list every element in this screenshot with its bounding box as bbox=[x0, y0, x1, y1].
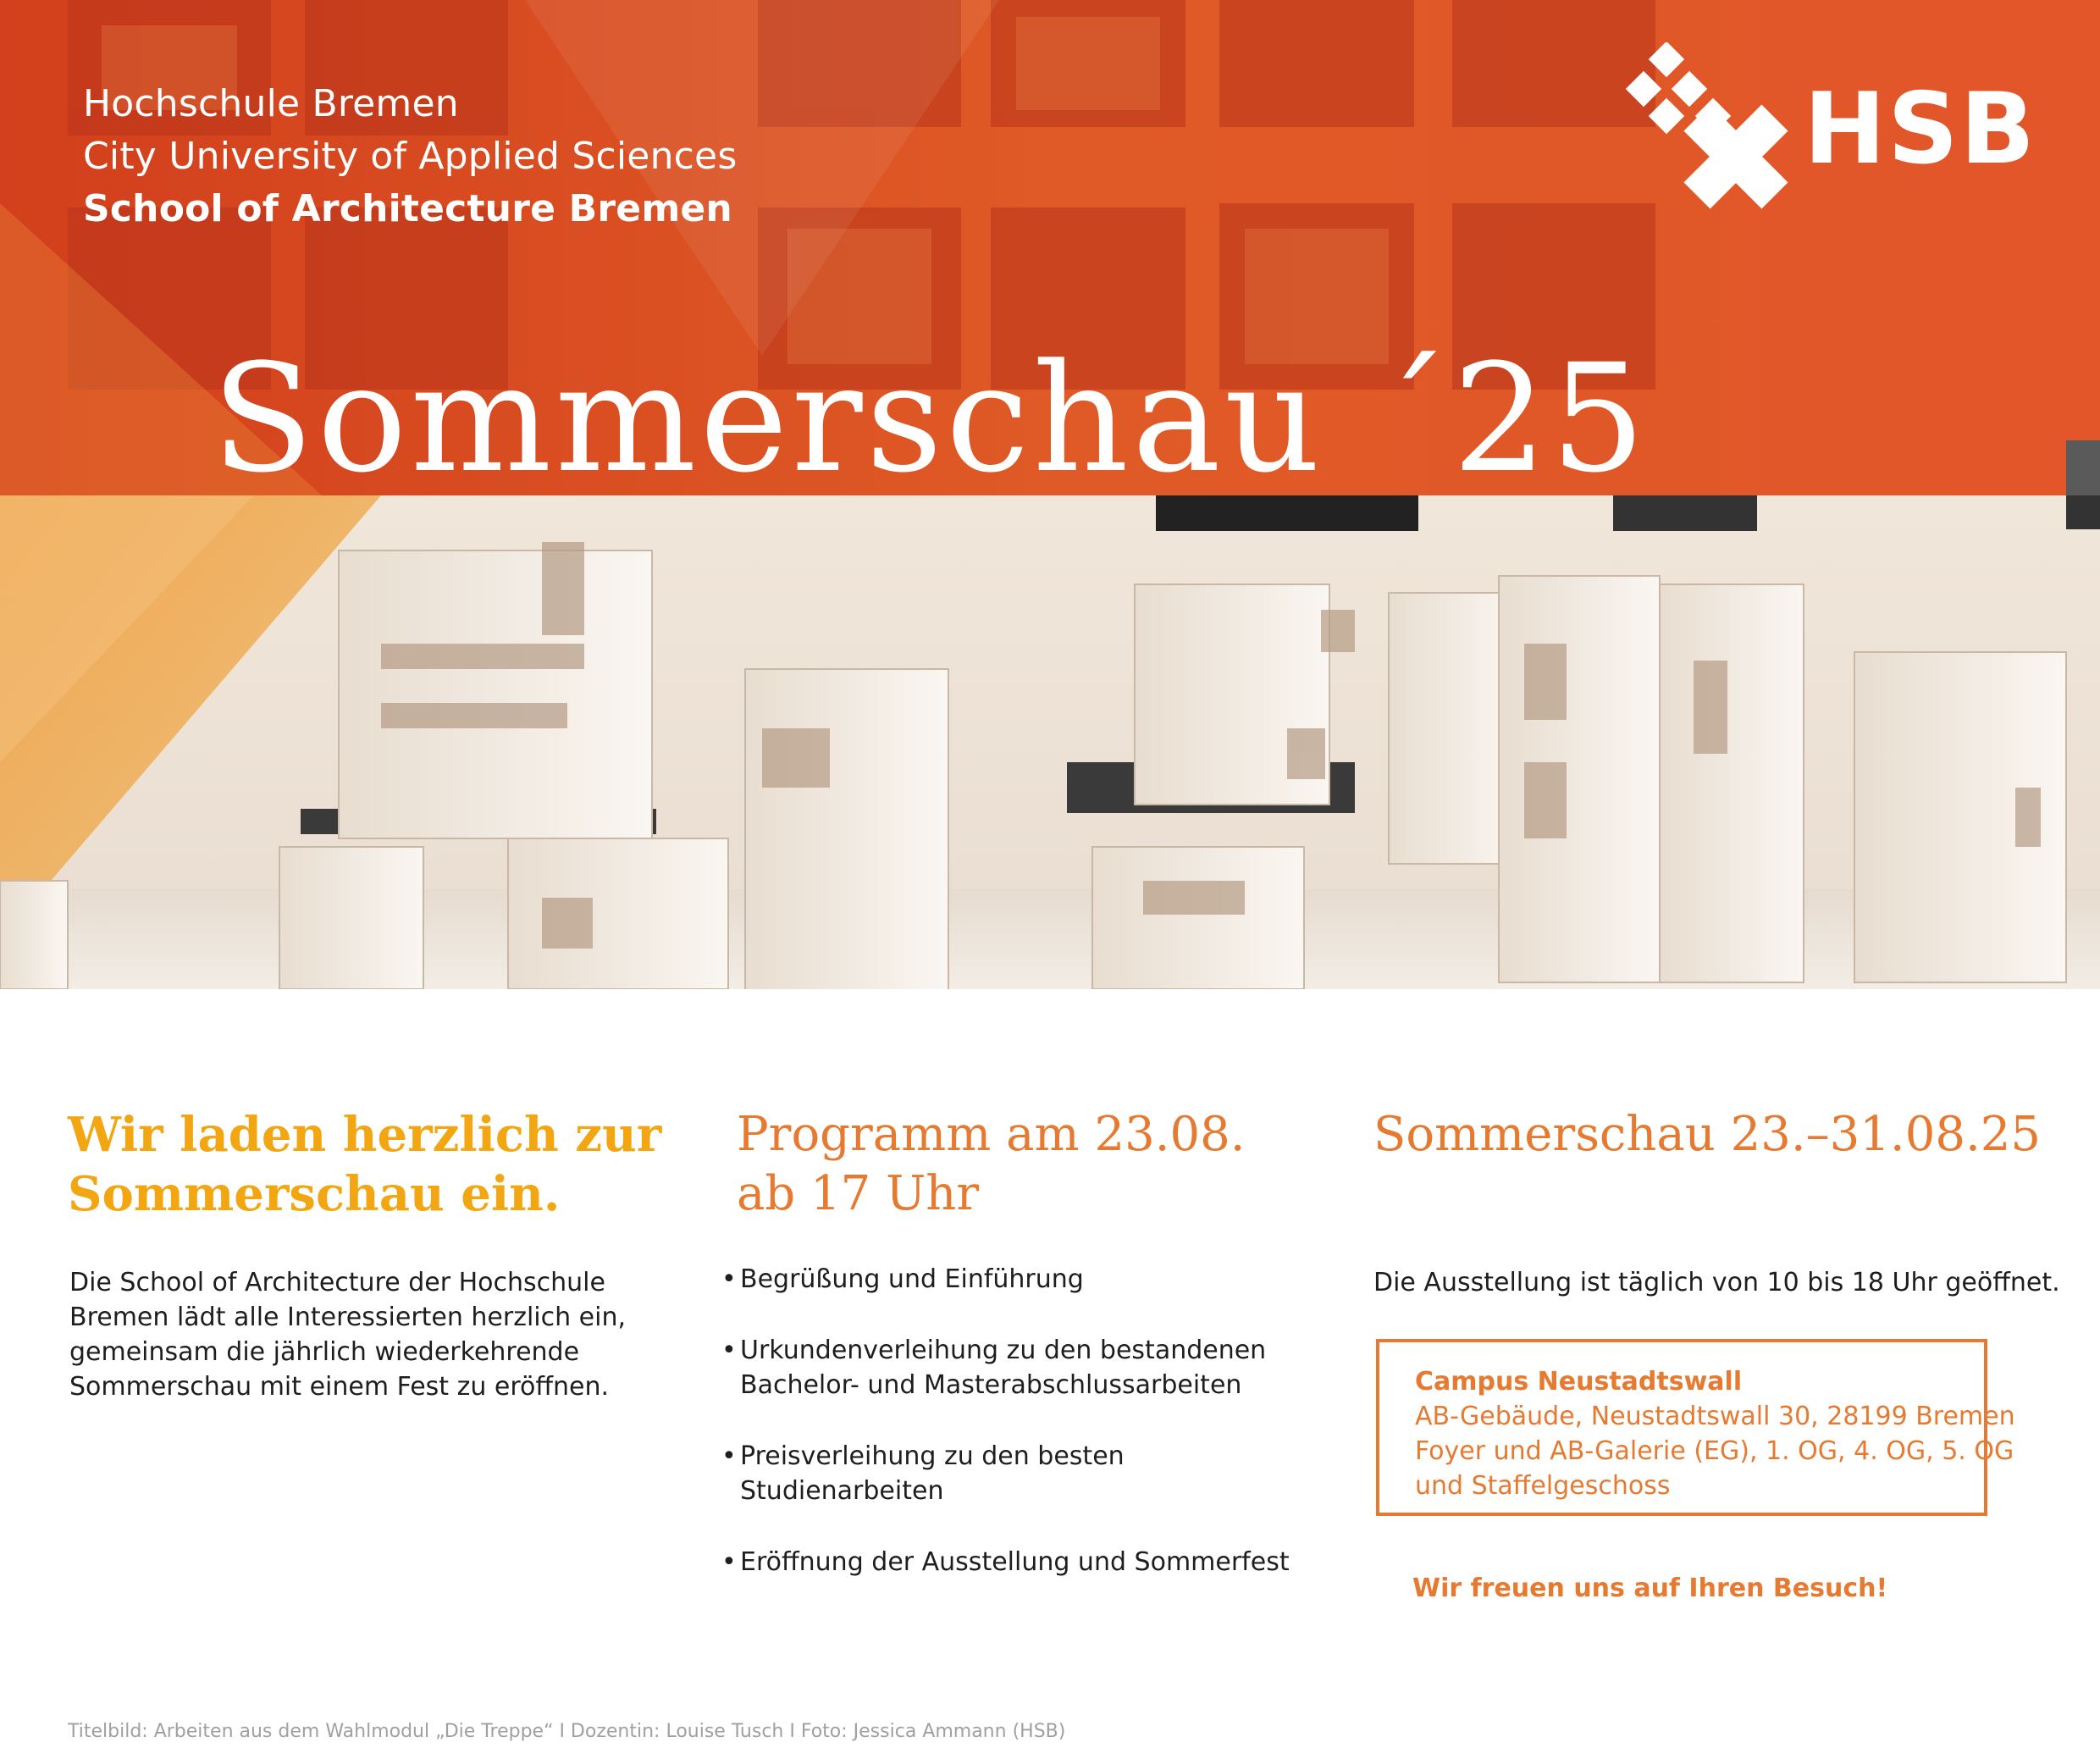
invitation-heading-line2: Sommerschau ein. bbox=[68, 1166, 561, 1222]
hsb-logo-mark-icon bbox=[1624, 42, 1802, 212]
opening-hours: Die Ausstellung ist täglich von 10 bis 18 Uhr geöffnet. bbox=[1373, 1268, 2060, 1297]
program-list bbox=[721, 1262, 1314, 1616]
hsb-logo bbox=[1624, 42, 2037, 212]
program-heading-line1: Programm am 23.08. bbox=[737, 1107, 1246, 1162]
campus-floors: Foyer und AB-Galerie (EG), 1. OG, 4. OG, 5. OG bbox=[1415, 1436, 2014, 1466]
hsb-logo-text: HSB bbox=[1804, 72, 2037, 186]
program-heading bbox=[737, 1105, 1246, 1224]
program-item: • Urkundenverleihung zu den bestandenen Bachelor- und Masterabschlussarbeiten bbox=[721, 1333, 1314, 1402]
school-name: School of Architecture Bremen bbox=[83, 187, 732, 230]
location-box bbox=[1376, 1339, 2015, 1516]
event-title: Sommerschau ´25 bbox=[212, 332, 1650, 506]
institution-subtitle: City University of Applied Sciences bbox=[83, 135, 738, 178]
campus-address: AB-Gebäude, Neustadtswall 30, 28199 Bremen bbox=[1415, 1402, 2015, 1431]
invitation-body: Die School of Architecture der Hochschule Bremen lädt alle Interessierten herzlich ein, gemeinsam die jährlich wiederkehrende Sommerschau mit einem Fest zu eröffnen. bbox=[69, 1268, 627, 1402]
campus-floors-cont: und Staffelgeschoss bbox=[1415, 1471, 1671, 1501]
program-item: • Eröffnung der Ausstellung und Sommerfest bbox=[721, 1545, 1314, 1579]
exhibition-heading: Sommerschau 23.–31.08.25 bbox=[1373, 1107, 2042, 1162]
institution-name: Hochschule Bremen bbox=[83, 82, 459, 125]
invitation-heading bbox=[68, 1105, 661, 1224]
program-item: • Preisverleihung zu den besten Studienarbeiten bbox=[721, 1439, 1314, 1508]
closing-note: Wir freuen uns auf Ihren Besuch! bbox=[1412, 1574, 1888, 1603]
program-item: • Begrüßung und Einführung bbox=[721, 1262, 1314, 1297]
invitation-heading-line1: Wir laden herzlich zur bbox=[68, 1107, 662, 1163]
photo-credit: Titelbild: Arbeiten aus dem Wahlmodul „Die Treppe“ I Dozentin: Louise Tusch I Foto: Jessica Ammann (HSB) bbox=[68, 1721, 1066, 1742]
program-heading-line2: ab 17 Uhr bbox=[737, 1166, 980, 1221]
campus-name: Campus Neustadtswall bbox=[1415, 1367, 1743, 1397]
